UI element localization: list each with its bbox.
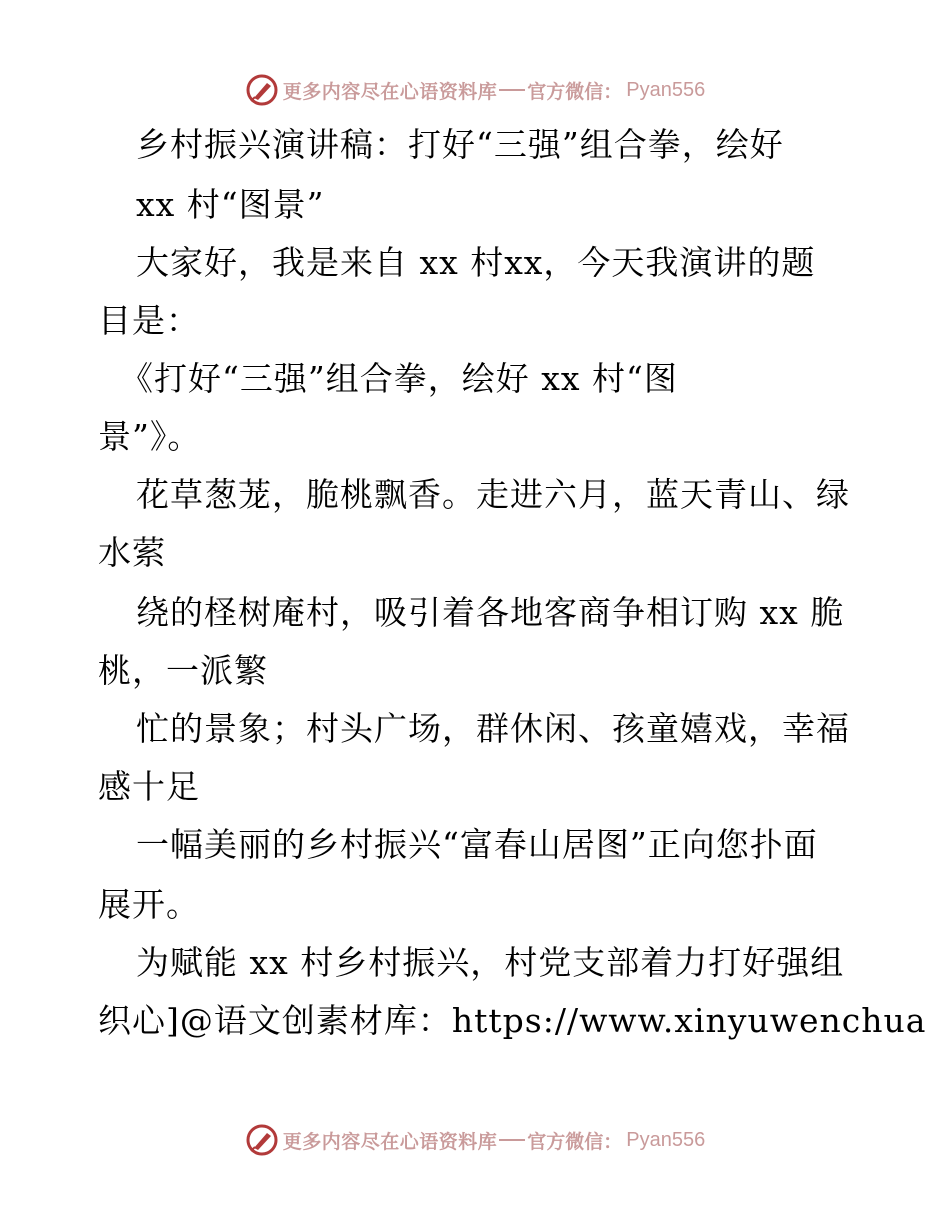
text-line: 绕的柽树庵村，吸引着各地客商争相订购 xx 脆 [136,593,845,632]
text-line: xx 村“图景” [136,185,325,224]
text-line: 忙的景象；村头广场，群休闲、孩童嬉戏，幸福 [136,709,850,748]
header-watermark [0,70,950,110]
text-line: 桃，一派繁 [98,651,268,690]
watermark-text: 更多内容尽在心语资料库 [282,1130,498,1153]
text-line: 花草葱茏，脆桃飘香。走进六月，蓝天青山、绿 [136,475,850,514]
text-line: 一幅美丽的乡村振兴“富春山居图”正向您扑面 [136,825,818,864]
text-line: 大家好，我是来自 xx 村xx，今天我演讲的题 [136,243,816,282]
watermark-text: 更多内容尽在心语资料库 [282,80,498,103]
text-line: 景”》。 [98,417,202,456]
pen-logo-icon [245,1123,279,1157]
text-line: 乡村振兴演讲稿：打好“三强”组合拳，绘好 [136,125,784,164]
text-line: 展开。 [98,885,200,924]
footer-watermark [0,1120,950,1160]
watermark-dash [499,89,525,91]
watermark-wechat-id: Pyan556 [626,1128,706,1151]
pen-logo-icon [245,73,279,107]
text-line: 水萦 [98,533,166,572]
text-line: 《打好“三强”组合拳，绘好 xx 村“图 [120,359,678,398]
watermark-wechat-label: 官方微信： [527,80,623,103]
watermark-dash [499,1139,525,1141]
watermark-wechat-id: Pyan556 [626,78,706,101]
text-line: 织心]@语文创素材库：https://www.xinyuwenchua [98,1001,927,1040]
watermark-wechat-label: 官方微信： [527,1130,623,1153]
text-line: 感十足 [98,767,200,806]
text-line: 目是： [98,301,200,340]
text-line: 为赋能 xx 村乡村振兴，村党支部着力打好强组 [136,943,845,982]
